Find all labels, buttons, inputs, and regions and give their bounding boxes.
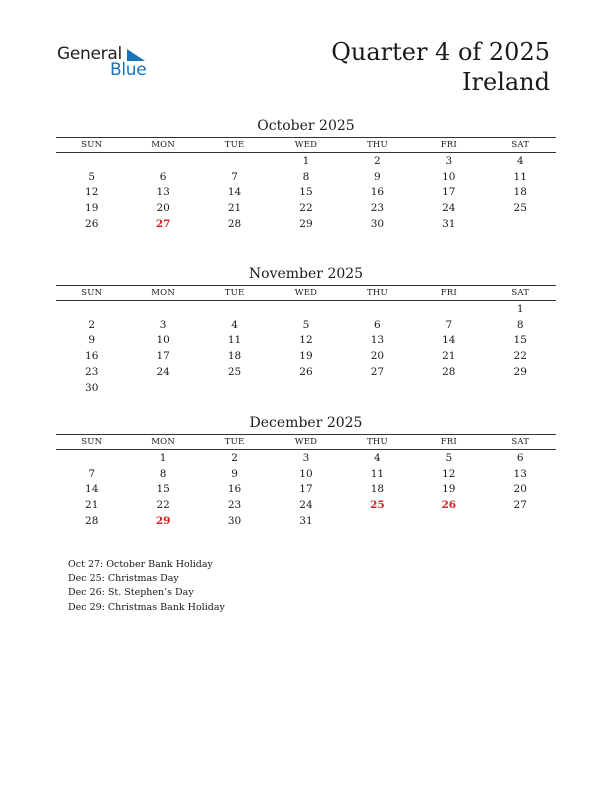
day-cell: 24 bbox=[156, 366, 170, 379]
weekday-label: TUE bbox=[224, 437, 245, 447]
month-title: October 2025 bbox=[257, 118, 355, 134]
day-cell: 16 bbox=[227, 483, 242, 496]
holiday-entry: Dec 26: St. Stephen’s Day bbox=[68, 587, 194, 599]
page-title bbox=[331, 37, 550, 97]
day-cell: 11 bbox=[513, 170, 527, 183]
day-cell: 23 bbox=[227, 499, 242, 512]
week-row bbox=[56, 513, 556, 529]
week-row bbox=[56, 380, 556, 396]
day-cell: 14 bbox=[442, 334, 456, 347]
week-row bbox=[56, 497, 556, 513]
day-cell: 8 bbox=[159, 467, 167, 480]
holiday-day-cell: 25 bbox=[370, 499, 385, 512]
day-cell: 28 bbox=[442, 366, 456, 379]
week-row bbox=[56, 364, 556, 380]
week-row bbox=[56, 466, 556, 482]
weekday-label: SAT bbox=[511, 437, 530, 447]
weekday-label: WED bbox=[294, 140, 318, 150]
day-cell: 2 bbox=[231, 451, 238, 464]
day-cell: 17 bbox=[442, 186, 456, 199]
day-cell: 15 bbox=[513, 334, 527, 347]
weekday-label: FRI bbox=[440, 140, 457, 150]
weekday-label: TUE bbox=[224, 140, 245, 150]
day-cell: 17 bbox=[299, 483, 313, 496]
week-row bbox=[56, 200, 556, 216]
month-calendar-december bbox=[56, 414, 556, 529]
day-cell: 9 bbox=[231, 467, 238, 480]
day-cell: 23 bbox=[370, 202, 385, 215]
weekday-label: FRI bbox=[440, 288, 457, 298]
day-cell: 28 bbox=[85, 515, 99, 528]
holiday-list bbox=[68, 558, 225, 615]
day-cell: 20 bbox=[156, 202, 170, 215]
holiday-entry: Oct 27: October Bank Holiday bbox=[68, 559, 213, 570]
day-cell: 6 bbox=[516, 451, 524, 464]
day-cell: 18 bbox=[513, 186, 527, 199]
day-cell: 1 bbox=[302, 154, 310, 167]
weekday-label: MON bbox=[151, 140, 175, 150]
day-cell: 3 bbox=[302, 451, 310, 464]
day-cell: 31 bbox=[442, 218, 456, 231]
day-cell: 16 bbox=[85, 350, 99, 363]
day-cell: 8 bbox=[302, 170, 310, 183]
weekday-label: THU bbox=[366, 288, 388, 298]
weekday-header bbox=[56, 285, 556, 301]
day-cell: 10 bbox=[299, 467, 313, 480]
day-cell: 10 bbox=[442, 170, 456, 183]
day-cell: 20 bbox=[370, 350, 385, 363]
day-cell: 10 bbox=[156, 334, 170, 347]
weekday-header bbox=[56, 137, 556, 153]
day-cell: 13 bbox=[156, 186, 170, 199]
weekday-label: WED bbox=[294, 437, 318, 447]
day-cell: 12 bbox=[442, 467, 456, 480]
month-title: November 2025 bbox=[248, 266, 364, 282]
weekday-label: TUE bbox=[224, 288, 245, 298]
day-cell: 13 bbox=[370, 334, 385, 347]
day-cell: 15 bbox=[299, 186, 313, 199]
day-cell: 4 bbox=[231, 318, 238, 331]
weekday-header bbox=[56, 434, 556, 450]
day-cell: 29 bbox=[299, 218, 313, 231]
month-calendar-november bbox=[56, 265, 556, 396]
day-cell: 5 bbox=[302, 318, 310, 331]
weekday-label: THU bbox=[366, 437, 388, 447]
day-cell: 6 bbox=[374, 318, 381, 331]
week-row bbox=[56, 216, 556, 232]
day-cell: 22 bbox=[156, 499, 170, 512]
day-cell: 14 bbox=[85, 483, 99, 496]
week-row bbox=[56, 169, 556, 185]
day-cell: 24 bbox=[299, 499, 313, 512]
month-title: December 2025 bbox=[249, 415, 363, 431]
day-cell: 29 bbox=[513, 366, 527, 379]
day-cell: 26 bbox=[299, 366, 313, 379]
day-cell: 4 bbox=[516, 154, 524, 167]
day-cell: 1 bbox=[516, 302, 524, 315]
week-row bbox=[56, 301, 556, 317]
day-cell: 24 bbox=[442, 202, 456, 215]
holiday-entry: Dec 29: Christmas Bank Holiday bbox=[68, 601, 225, 613]
day-cell: 31 bbox=[299, 515, 313, 528]
logo-text-blue: Blue bbox=[110, 60, 147, 80]
month-calendar-october bbox=[56, 117, 556, 232]
day-cell: 22 bbox=[299, 202, 313, 215]
day-cell: 2 bbox=[374, 154, 381, 167]
day-cell: 9 bbox=[88, 334, 96, 347]
day-cell: 27 bbox=[370, 366, 385, 379]
day-cell: 19 bbox=[299, 350, 313, 363]
day-cell: 5 bbox=[445, 451, 453, 464]
weekday-label: SUN bbox=[81, 140, 103, 150]
week-row bbox=[56, 333, 556, 349]
day-cell: 21 bbox=[227, 202, 242, 215]
week-row bbox=[56, 185, 556, 201]
day-cell: 6 bbox=[159, 170, 167, 183]
day-cell: 18 bbox=[227, 350, 242, 363]
week-row bbox=[56, 348, 556, 364]
day-cell: 30 bbox=[370, 218, 385, 231]
day-cell: 20 bbox=[513, 483, 527, 496]
day-cell: 7 bbox=[445, 318, 453, 331]
day-cell: 19 bbox=[85, 202, 99, 215]
day-cell: 28 bbox=[227, 218, 242, 231]
day-cell: 18 bbox=[370, 483, 385, 496]
holiday-day-cell: 27 bbox=[155, 218, 171, 231]
weekday-label: FRI bbox=[440, 437, 457, 447]
day-cell: 12 bbox=[299, 334, 313, 347]
day-cell: 12 bbox=[85, 186, 99, 199]
day-cell: 1 bbox=[159, 451, 167, 464]
day-cell: 25 bbox=[513, 202, 527, 215]
weekday-label: THU bbox=[366, 140, 388, 150]
day-cell: 22 bbox=[513, 350, 527, 363]
week-row bbox=[56, 482, 556, 498]
day-cell: 13 bbox=[513, 467, 527, 480]
day-cell: 30 bbox=[85, 381, 99, 394]
day-cell: 21 bbox=[442, 350, 456, 363]
holiday-day-cell: 29 bbox=[155, 515, 171, 528]
holiday-entry: Dec 25: Christmas Day bbox=[68, 573, 179, 585]
weekday-label: SAT bbox=[511, 288, 530, 298]
day-cell: 23 bbox=[85, 366, 99, 379]
day-cell: 26 bbox=[85, 218, 99, 231]
generalblue-logo bbox=[57, 44, 157, 84]
day-cell: 11 bbox=[227, 334, 242, 347]
weekday-label: SUN bbox=[81, 437, 103, 447]
day-cell: 11 bbox=[370, 467, 385, 480]
day-cell: 3 bbox=[159, 318, 167, 331]
day-cell: 4 bbox=[374, 451, 381, 464]
title-country: Ireland bbox=[462, 68, 550, 96]
day-cell: 27 bbox=[513, 499, 527, 512]
weekday-label: WED bbox=[294, 288, 318, 298]
week-row bbox=[56, 317, 556, 333]
day-cell: 16 bbox=[370, 186, 385, 199]
weekday-label: MON bbox=[151, 288, 175, 298]
day-cell: 15 bbox=[156, 483, 170, 496]
day-cell: 8 bbox=[516, 318, 524, 331]
weekday-label: SUN bbox=[81, 288, 103, 298]
day-cell: 14 bbox=[227, 186, 242, 199]
day-cell: 30 bbox=[227, 515, 242, 528]
holiday-day-cell: 26 bbox=[441, 499, 457, 512]
day-cell: 7 bbox=[231, 170, 238, 183]
day-cell: 2 bbox=[88, 318, 96, 331]
day-cell: 25 bbox=[227, 366, 242, 379]
day-cell: 21 bbox=[85, 499, 99, 512]
day-cell: 19 bbox=[442, 483, 456, 496]
week-row bbox=[56, 450, 556, 466]
week-row bbox=[56, 153, 556, 169]
weekday-label: SAT bbox=[511, 140, 530, 150]
logo-text-general: General bbox=[57, 44, 122, 64]
day-cell: 3 bbox=[445, 154, 453, 167]
day-cell: 17 bbox=[156, 350, 170, 363]
title-quarter: Quarter 4 of 2025 bbox=[331, 38, 550, 66]
day-cell: 9 bbox=[374, 170, 381, 183]
weekday-label: MON bbox=[151, 437, 175, 447]
day-cell: 7 bbox=[88, 467, 96, 480]
day-cell: 5 bbox=[88, 170, 96, 183]
